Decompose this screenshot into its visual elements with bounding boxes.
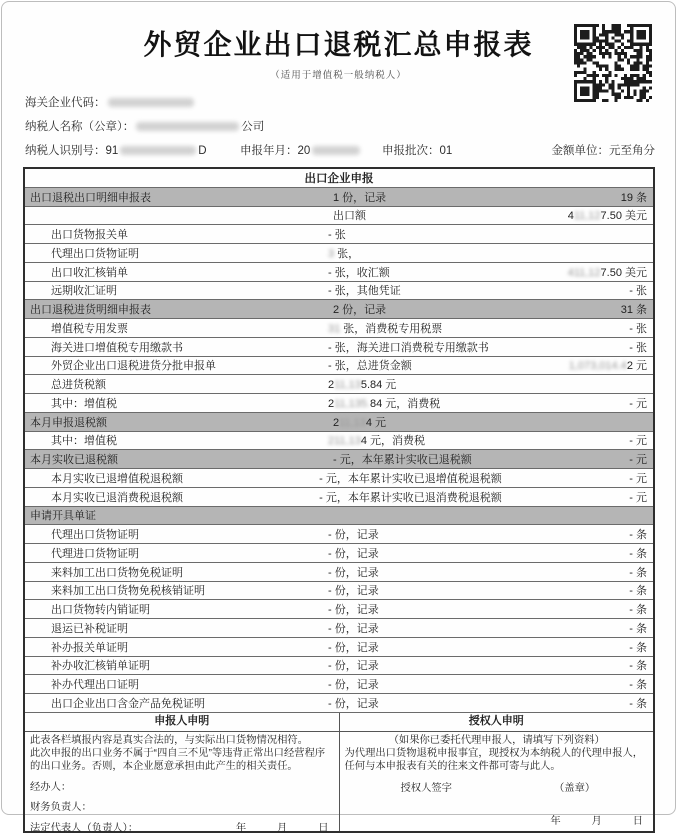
declarant-statement-header: 申报人申明 xyxy=(25,713,340,731)
redacted-value: 411,12 xyxy=(567,266,601,279)
taxpayer-id-redacted xyxy=(120,146,196,155)
table-row: 补办代理出口证明 - 份，记录 - 条 xyxy=(25,675,653,694)
redacted-value: 11,12 xyxy=(573,210,601,223)
table-row: 总进货税额 211,135.84 元 xyxy=(25,375,653,394)
left-date-line: 年 月 日 xyxy=(235,822,329,834)
declaration-table xyxy=(23,167,655,833)
taxpayer-id-line xyxy=(25,142,655,158)
period-prefix: 20 xyxy=(297,145,311,157)
declaration-body xyxy=(25,732,653,834)
authorizer-note: （如果你已委托代理申报人，请填写下列资料） xyxy=(388,734,605,746)
table-row: 增值税专用发票 31 张，消费税专用税票 - 张 xyxy=(25,319,653,338)
authorizer-signature-line xyxy=(345,782,650,795)
table-row: 出口货物转内销证明 - 份，记录 - 条 xyxy=(25,600,653,619)
taxpayer-id-suffix: D xyxy=(198,145,207,157)
table-row: 来料加工出口货物免税核销证明 - 份，记录 - 条 xyxy=(25,582,653,601)
authorizer-statement-text: 为代理出口货物退税申报事宜，现授权为本纳税人的代理申报人，任何与本申报表有关的往来文件都可寄与此人。 xyxy=(344,747,644,773)
table-row: 退运已补税证明 - 份，记录 - 条 xyxy=(25,619,653,638)
redacted-value: 1,073,014.4 xyxy=(568,360,627,373)
table-row: 其中：增值税 211,134 元，消费税 - 元 xyxy=(25,432,653,451)
qr-code-icon xyxy=(574,24,652,102)
table-row: 代理出口货物证明 - 份，记录 - 条 xyxy=(25,525,653,544)
table-row: 本月实收已退消费税退税额 - 元，本年累计实收已退消费税退税额 - 元 xyxy=(25,488,653,507)
document-page xyxy=(1,1,676,834)
right-date-line: 年 月 日 xyxy=(550,816,643,828)
declarant-statement-cell xyxy=(25,732,340,834)
redacted-value: 211,13 xyxy=(328,435,361,448)
table-row: 出口货物报关单 - 张 xyxy=(25,225,653,244)
table-row: 出口退税出口明细申报表 1 份，记录 19 条 xyxy=(25,188,653,207)
table-row: 本月申报退税额 211,134 元 xyxy=(25,413,653,432)
table-row: 本月实收已退增值税退税额 - 元，本年累计实收已退增值税退税额 - 元 xyxy=(25,469,653,488)
legal-representative-line xyxy=(30,822,335,835)
table-row: 本月实收已退税额 - 元，本年累计实收已退税额 - 元 xyxy=(25,450,653,469)
table-row: 代理进口货物证明 - 份，记录 - 条 xyxy=(25,544,653,563)
period-label: 申报年月： xyxy=(240,145,298,157)
declaration-headers xyxy=(25,713,653,732)
taxpayer-id-prefix: 91 xyxy=(105,145,119,157)
table-row: 代理出口货物证明 3 张， xyxy=(25,244,653,263)
legal-representative-label: 法定代表人（负责人）： xyxy=(30,822,139,834)
authorizer-sign-label: 授权人签字 xyxy=(400,782,452,794)
table-row: 出口收汇核销单 - 张，收汇额 411,127.50 美元 xyxy=(25,263,653,282)
amount-unit-label: 金额单位：元至角分 xyxy=(551,145,655,157)
batch-field xyxy=(382,142,552,158)
table-row: 申请开具单证 xyxy=(25,507,653,526)
table-row: 出口企业出口含金产品免税证明 - 份，记录 - 条 xyxy=(25,694,653,713)
declarant-statement-text: 此表各栏填报内容是真实合法的，与实际出口货物情况相符。 此次申报的出口业务不属于“四自三不见”等违背正常出口经营程序的出口业务。否则，本企业愿意承担由此产生的相关责任。 xyxy=(30,734,326,773)
customs-code-label: 海关企业代码： xyxy=(25,97,106,109)
taxpayer-id-label: 纳税人识别号： xyxy=(25,145,106,157)
taxpayer-name-redacted xyxy=(136,122,239,131)
taxpayer-name-label: 纳税人名称（公章）： xyxy=(25,121,135,133)
table-row: 海关进口增值税专用缴款书 - 张，海关进口消费税专用缴款书 - 张 xyxy=(25,338,653,357)
taxpayer-name-suffix: 公司 xyxy=(241,121,265,133)
table-row: 远期收汇证明 - 张，其他凭证 - 张 xyxy=(25,282,653,301)
batch-value: 01 xyxy=(439,145,453,157)
authorizer-statement-header: 授权人申明 xyxy=(468,714,524,727)
table-row: 其中：增值税 211,135.84 元，消费税 - 元 xyxy=(25,394,653,413)
page-subtitle: （适用于增值税一般纳税人） xyxy=(270,70,407,81)
finance-signature-line: 财务负责人： xyxy=(30,802,92,814)
redacted-value: 11,13 xyxy=(334,379,361,392)
table-section-title-text: 出口企业申报 xyxy=(304,172,374,185)
customs-code-line xyxy=(25,94,655,110)
redacted-value: 31 xyxy=(328,322,341,335)
redacted-value: 3 xyxy=(328,247,335,260)
table-section-title xyxy=(25,169,653,188)
page-title: 外贸企业出口退税汇总申报表 xyxy=(143,29,534,60)
taxpayer-name-line xyxy=(25,118,655,134)
table-row: 补办报关单证明 - 份，记录 - 条 xyxy=(25,638,653,657)
authorizer-statement-cell xyxy=(340,732,654,831)
table-row: 外贸企业出口退税进货分批申报单 - 张，总进货金额 1,073,014.42 元 xyxy=(25,357,653,376)
redacted-value: 11,13 xyxy=(339,416,366,429)
seal-label: （盖章） xyxy=(553,782,596,794)
table-row: 补办收汇核销单证明 - 份，记录 - 条 xyxy=(25,657,653,676)
table-rows xyxy=(25,188,653,713)
redacted-value: 11,135. xyxy=(334,397,371,410)
table-row: 来料加工出口货物免税证明 - 份，记录 - 条 xyxy=(25,563,653,582)
period-redacted xyxy=(312,146,360,155)
agent-signature-line: 经办人： xyxy=(30,781,72,793)
customs-code-redacted xyxy=(108,98,194,107)
period-field xyxy=(240,142,382,158)
table-row: 出口额 411,127.50 美元 xyxy=(25,207,653,226)
taxpayer-id-field xyxy=(25,142,240,158)
table-row: 出口退税进货明细申报表 2 份，记录 31 条 xyxy=(25,300,653,319)
batch-label: 申报批次： xyxy=(382,145,440,157)
